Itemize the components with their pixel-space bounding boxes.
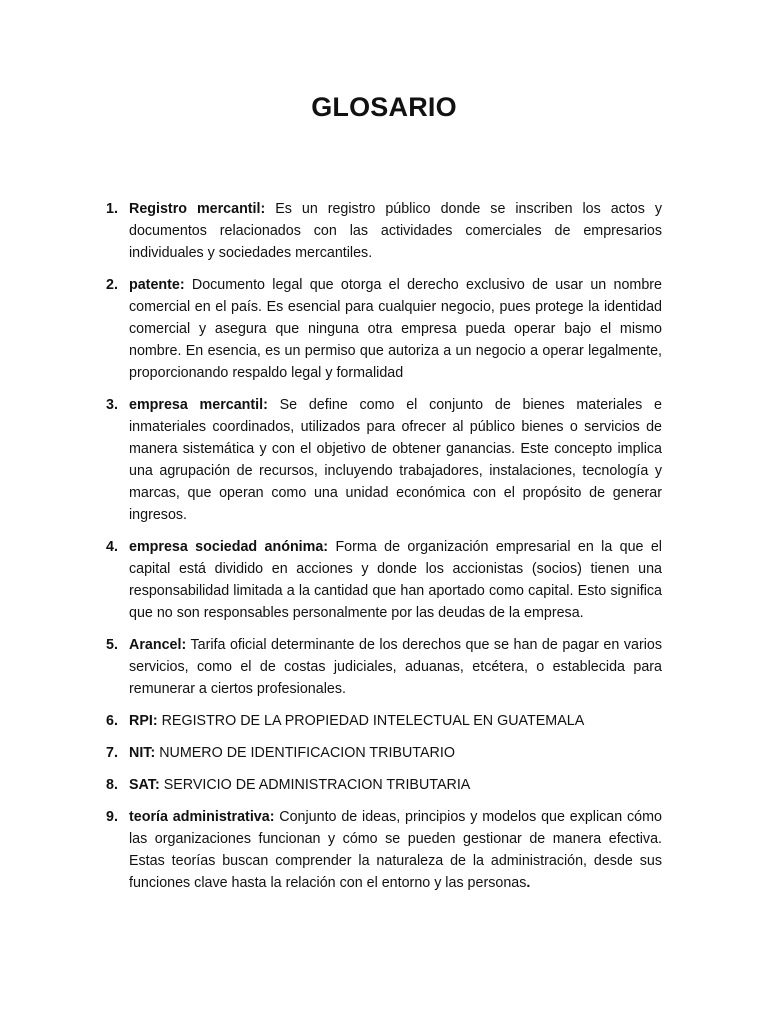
entry-term: RPI: <box>129 713 158 729</box>
glossary-list <box>104 198 662 904</box>
entry-definition: NUMERO DE IDENTIFICACION TRIBUTARIO <box>155 745 455 761</box>
entry-number: 4. <box>106 539 118 555</box>
glossary-entry <box>104 634 662 700</box>
entry-final-period: . <box>526 875 531 891</box>
entry-term: patente: <box>129 277 185 293</box>
glossary-entry <box>104 806 662 894</box>
entry-term: empresa sociedad anónima: <box>129 539 329 555</box>
entry-definition: Forma de organización empresarial en la que el capital está dividido en acciones y donde los accionistas (socios) tienen una responsabilidad limitada a la cantidad que han aportado como capital. Esto significa que no son responsables personalmente por las deudas de la empresa. <box>129 539 662 621</box>
entry-definition: Se define como el conjunto de bienes materiales e inmateriales coordinados, utilizados para ofrecer al público bienes o servicios de manera sistemática y con el objetivo de obtener ganancias. Este concepto implica una agrupación de recursos, incluyendo trabajadores, instalaciones, tecnología y marcas, que operan como una unidad económica con el propósito de generar ingresos. <box>129 397 663 523</box>
entry-term: teoría administrativa: <box>129 809 275 825</box>
entry-term: NIT: <box>129 745 156 761</box>
entry-number: 5. <box>106 637 118 653</box>
glossary-entry <box>104 774 662 796</box>
glossary-entry <box>104 198 662 264</box>
glossary-entry <box>104 394 662 526</box>
entry-term: Arancel: <box>129 637 187 653</box>
entry-definition: REGISTRO DE LA PROPIEDAD INTELECTUAL EN GUATEMALA <box>157 713 585 729</box>
entry-number: 6. <box>106 713 118 729</box>
entry-term: Registro mercantil: <box>129 201 266 217</box>
entry-definition: Es un registro público donde se inscriben los actos y documentos relacionados con las actividades comerciales de empresarios individuales y sociedades mercantiles. <box>129 201 662 261</box>
entry-number: 9. <box>106 809 118 825</box>
glossary-entry <box>104 710 662 732</box>
entry-term: empresa mercantil: <box>129 397 268 413</box>
entry-number: 7. <box>106 745 118 761</box>
entry-number: 2. <box>106 277 118 293</box>
entry-number: 3. <box>106 397 118 413</box>
entry-number: 1. <box>106 201 118 217</box>
page-title: GLOSARIO <box>311 92 457 122</box>
entry-number: 8. <box>106 777 118 793</box>
glossary-entry <box>104 536 662 624</box>
entry-term: SAT: <box>129 777 160 793</box>
entry-definition: Tarifa oficial determinante de los derechos que se han de pagar en varios servicios, como el de costas judiciales, aduanas, etcétera, o establecida para remunerar a ciertos profesionales. <box>129 637 662 697</box>
glossary-entry <box>104 742 662 764</box>
entry-definition: Conjunto de ideas, principios y modelos que explican cómo las organizaciones funcionan y cómo se pueden gestionar de manera efectiva. Estas teorías buscan comprender la naturaleza de la administración, desde sus funciones clave hasta la relación con el entorno y las personas <box>129 809 662 891</box>
entry-definition: Documento legal que otorga el derecho exclusivo de usar un nombre comercial en el país. Es esencial para cualquier negocio, pues protege la identidad comercial y asegura que ninguna otra empresa pueda operar bajo el mismo nombre. En esencia, es un permiso que autoriza a un negocio a operar legalmente, proporcionando respaldo legal y formalidad <box>129 277 662 381</box>
entry-definition: SERVICIO DE ADMINISTRACION TRIBUTARIA <box>159 777 471 793</box>
glossary-entry <box>104 274 662 384</box>
